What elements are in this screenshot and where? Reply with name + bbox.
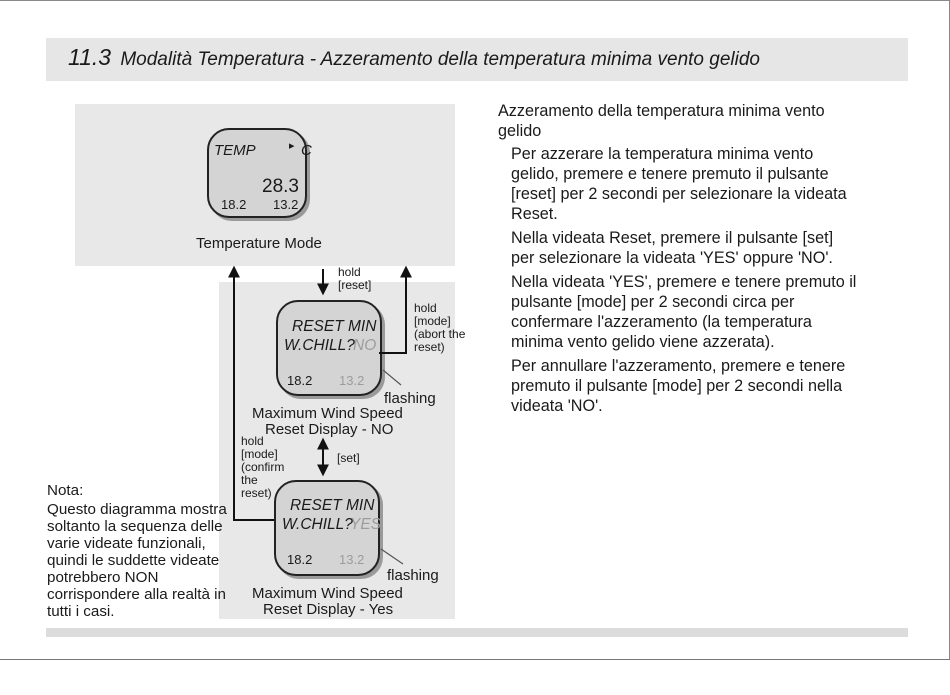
arrow-label-line: reset)	[241, 486, 272, 500]
arrow-label-line: the	[241, 473, 258, 487]
reset-yes-caption-line1: Maximum Wind Speed	[252, 585, 403, 602]
high-value: 13.2	[339, 373, 365, 388]
set-label: [set]	[337, 451, 360, 465]
instruction-line: gelido, premere e tenere premuto il pulsante	[511, 165, 829, 183]
unit-label: C	[301, 142, 312, 159]
instruction-paragraph	[498, 144, 908, 224]
instruction-line: videata 'NO'.	[511, 397, 603, 415]
footer-bar	[46, 628, 908, 637]
confirm-reset-arrow	[234, 268, 274, 520]
note-line: quindi le suddette videate	[47, 552, 220, 569]
reset-no-caption-line2: Reset Display - NO	[265, 421, 394, 438]
instruction-line: Nella videata Reset, premere il pulsante [set]	[511, 229, 834, 247]
instruction-line: premuto il pulsante [mode] per 2 secondi nella	[511, 377, 843, 395]
abort-reset-arrow	[379, 268, 406, 353]
note-heading: Nota:	[47, 482, 84, 499]
arrow-label-line: reset)	[414, 340, 445, 354]
temperature-mode-caption: Temperature Mode	[196, 235, 322, 252]
instruction-line: minima vento gelido viene azzerata).	[511, 333, 775, 351]
mode-label: TEMP	[214, 142, 256, 159]
low-value: 18.2	[287, 373, 313, 388]
instruction-paragraph	[498, 356, 908, 416]
reset-yes-caption-line2: Reset Display - Yes	[263, 601, 394, 618]
note-line: soltanto la sequenza delle	[47, 518, 223, 535]
high-value: 13.2	[273, 197, 299, 212]
instructions-heading	[498, 101, 908, 141]
temperature-value: 28.3	[262, 176, 299, 197]
flashing-label-no: flashing	[384, 390, 436, 407]
no-choice-label: NO	[353, 337, 377, 354]
instruction-line: Per annullare l'azzeramento, premere e tenere	[511, 357, 846, 375]
arrow-label-line: hold	[414, 301, 437, 315]
note-line: potrebbero NON	[47, 569, 159, 586]
arrow-label-line: (abort the	[414, 327, 466, 341]
wind-chill-label: W.CHILL?	[284, 337, 355, 354]
instruction-line: pulsante [mode] per 2 secondi circa per	[511, 293, 795, 311]
instruction-line: confermare l'azzeramento (la temperatura	[511, 313, 812, 331]
yes-choice-label: YES	[350, 516, 382, 533]
arrow-label-line: hold	[241, 434, 264, 448]
instruction-paragraph	[498, 228, 908, 268]
note-line: corrispondere alla realtà in	[47, 586, 226, 603]
heading-line: gelido	[498, 122, 542, 140]
low-value: 18.2	[287, 552, 313, 567]
note-line: tutti i casi.	[47, 603, 115, 620]
reset-no-caption-line1: Maximum Wind Speed	[252, 405, 403, 422]
heading-line: Azzeramento della temperatura minima vento	[498, 102, 825, 120]
arrow-label-line: (confirm	[241, 460, 285, 474]
instruction-line: Nella videata 'YES', premere e tenere premuto il	[511, 273, 857, 291]
low-value: 18.2	[221, 197, 247, 212]
instruction-paragraph	[498, 272, 908, 352]
reset-min-label: RESET MIN	[292, 318, 377, 335]
flashing-label-yes: flashing	[387, 567, 439, 584]
note-line: varie videate funzionali,	[47, 535, 206, 552]
reset-min-label: RESET MIN	[290, 497, 375, 514]
instruction-line: [reset] per 2 secondi per selezionare la videata	[511, 185, 847, 203]
arrow-label-line: [reset]	[338, 278, 372, 292]
indicator-icon: ▸	[289, 140, 295, 152]
flashing-pointer-no	[383, 370, 401, 385]
note-block	[47, 482, 237, 620]
section-title: Modalità Temperatura - Azzeramento della temperatura minima vento gelido	[120, 49, 760, 70]
note-line: Questo diagramma mostra	[47, 501, 227, 518]
arrow-label-line: [mode]	[414, 314, 451, 328]
section-number: 11.3	[68, 44, 112, 70]
instruction-line: per selezionare la videata 'YES' oppure 'NO'.	[511, 249, 833, 267]
instruction-line: Reset.	[511, 205, 558, 223]
high-value: 13.2	[339, 552, 365, 567]
arrow-label-line: hold	[338, 265, 361, 279]
wind-chill-label: W.CHILL?	[282, 516, 353, 533]
instructions-column	[498, 101, 908, 420]
instruction-line: Per azzerare la temperatura minima vento	[511, 145, 814, 163]
flashing-pointer-yes	[381, 549, 403, 564]
arrow-label-line: [mode]	[241, 447, 278, 461]
